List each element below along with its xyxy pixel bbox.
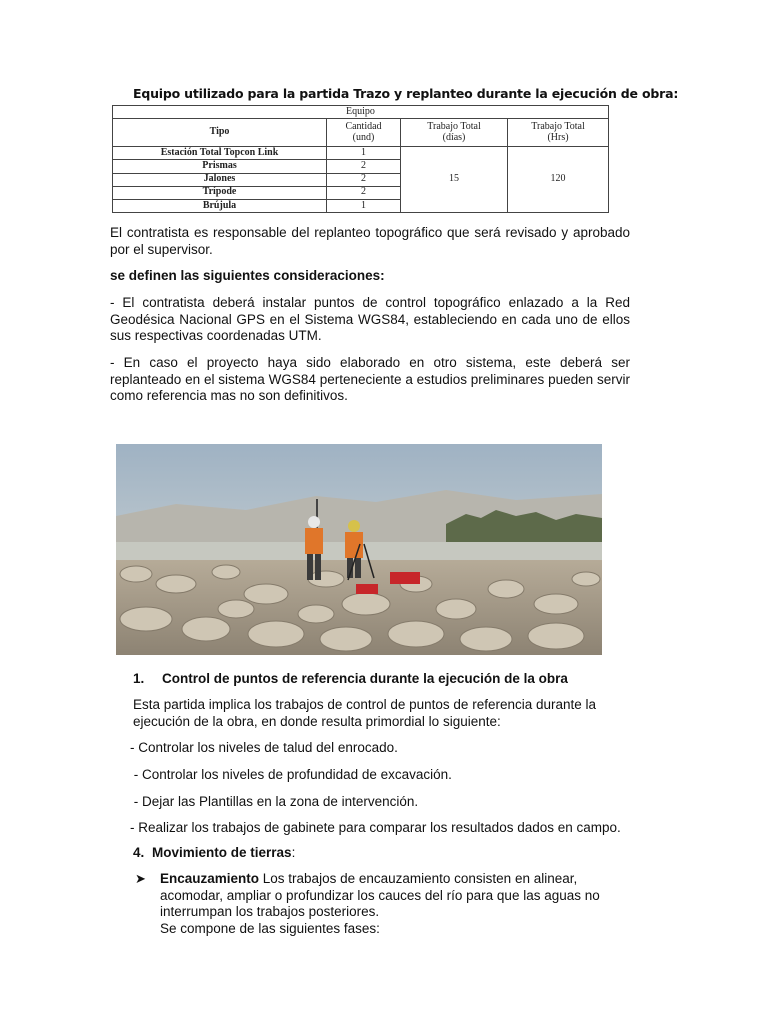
header-trabajo-dias: Trabajo Total (días) <box>401 119 508 147</box>
list-item: - Realizar los trabajos de gabinete para comparar los resultados dados en campo. <box>130 820 621 835</box>
section-4-colon: : <box>291 845 296 860</box>
section-1-title: Control de puntos de referencia durante la ejecución de la obra <box>162 671 568 686</box>
header-cantidad: Cantidad (und) <box>327 119 401 147</box>
bullet-encauzamiento <box>160 871 630 937</box>
list-item: - Dejar las Plantillas en la zona de intervención. <box>130 794 419 809</box>
table-group-header: Equipo <box>113 106 609 119</box>
cell-dias: 15 <box>401 147 508 213</box>
paragraph-puntos-control: - El contratista deberá instalar puntos de control topográfico enlazado a la Red Geodésica Nacional GPS en el Sistema WGS84, estableciendo en cada uno de ellos sus respectivas coordenadas UTM. <box>110 295 630 343</box>
section-4-number: 4. <box>133 845 145 860</box>
section-1-heading <box>133 671 568 688</box>
table-caption: Equipo utilizado para la partida Trazo y replanteo durante la ejecución de obra: <box>133 86 679 101</box>
row-tipo: Prismas <box>113 160 327 173</box>
list-item: - Controlar los niveles de talud del enrocado. <box>130 740 398 755</box>
section-4-heading <box>133 845 295 862</box>
survey-photo <box>116 444 602 655</box>
cell-hrs: 120 <box>508 147 609 213</box>
row-tipo: Brújula <box>113 199 327 212</box>
row-tipo: Estación Total Topcon Link <box>113 147 327 160</box>
row-cantidad: 2 <box>327 186 401 199</box>
heading-consideraciones: se definen las siguientes consideraciones: <box>110 268 385 283</box>
row-cantidad: 1 <box>327 199 401 212</box>
section-1-intro: Esta partida implica los trabajos de control de puntos de referencia durante la ejecución de la obra, en donde resulta primordial lo siguiente: <box>133 697 597 729</box>
bullet-line-2: Se compone de las siguientes fases: <box>160 920 380 936</box>
section-1-number: 1. <box>133 671 145 686</box>
arrow-bullet-icon: ➤ <box>135 871 146 886</box>
bullet-term: Encauzamiento <box>160 871 260 886</box>
row-cantidad: 2 <box>327 173 401 186</box>
section-4-title: Movimiento de tierras <box>152 845 292 860</box>
header-trabajo-hrs: Trabajo Total (Hrs) <box>508 119 609 147</box>
list-item: - Controlar los niveles de profundidad de excavación. <box>130 767 452 782</box>
row-cantidad: 2 <box>327 160 401 173</box>
row-cantidad: 1 <box>327 147 401 160</box>
row-tipo: Trípode <box>113 186 327 199</box>
paragraph-otro-sistema: - En caso el proyecto haya sido elaborado en otro sistema, este deberá ser replanteado en el sistema WGS84 perteneciente a estudios preliminares pueden servir como referencia mas no son definitivos. <box>110 355 630 403</box>
header-tipo: Tipo <box>113 119 327 147</box>
paragraph-responsable: El contratista es responsable del replanteo topográfico que será revisado y aprobado por el supervisor. <box>110 225 630 257</box>
row-tipo: Jalones <box>113 173 327 186</box>
bullet-text: Los trabajos de encauzamiento consisten en alinear, acomodar, ampliar o profundizar los cauces del río para que las aguas no interrumpan los trabajos posteriores. <box>160 871 600 919</box>
equipment-table <box>112 105 609 213</box>
